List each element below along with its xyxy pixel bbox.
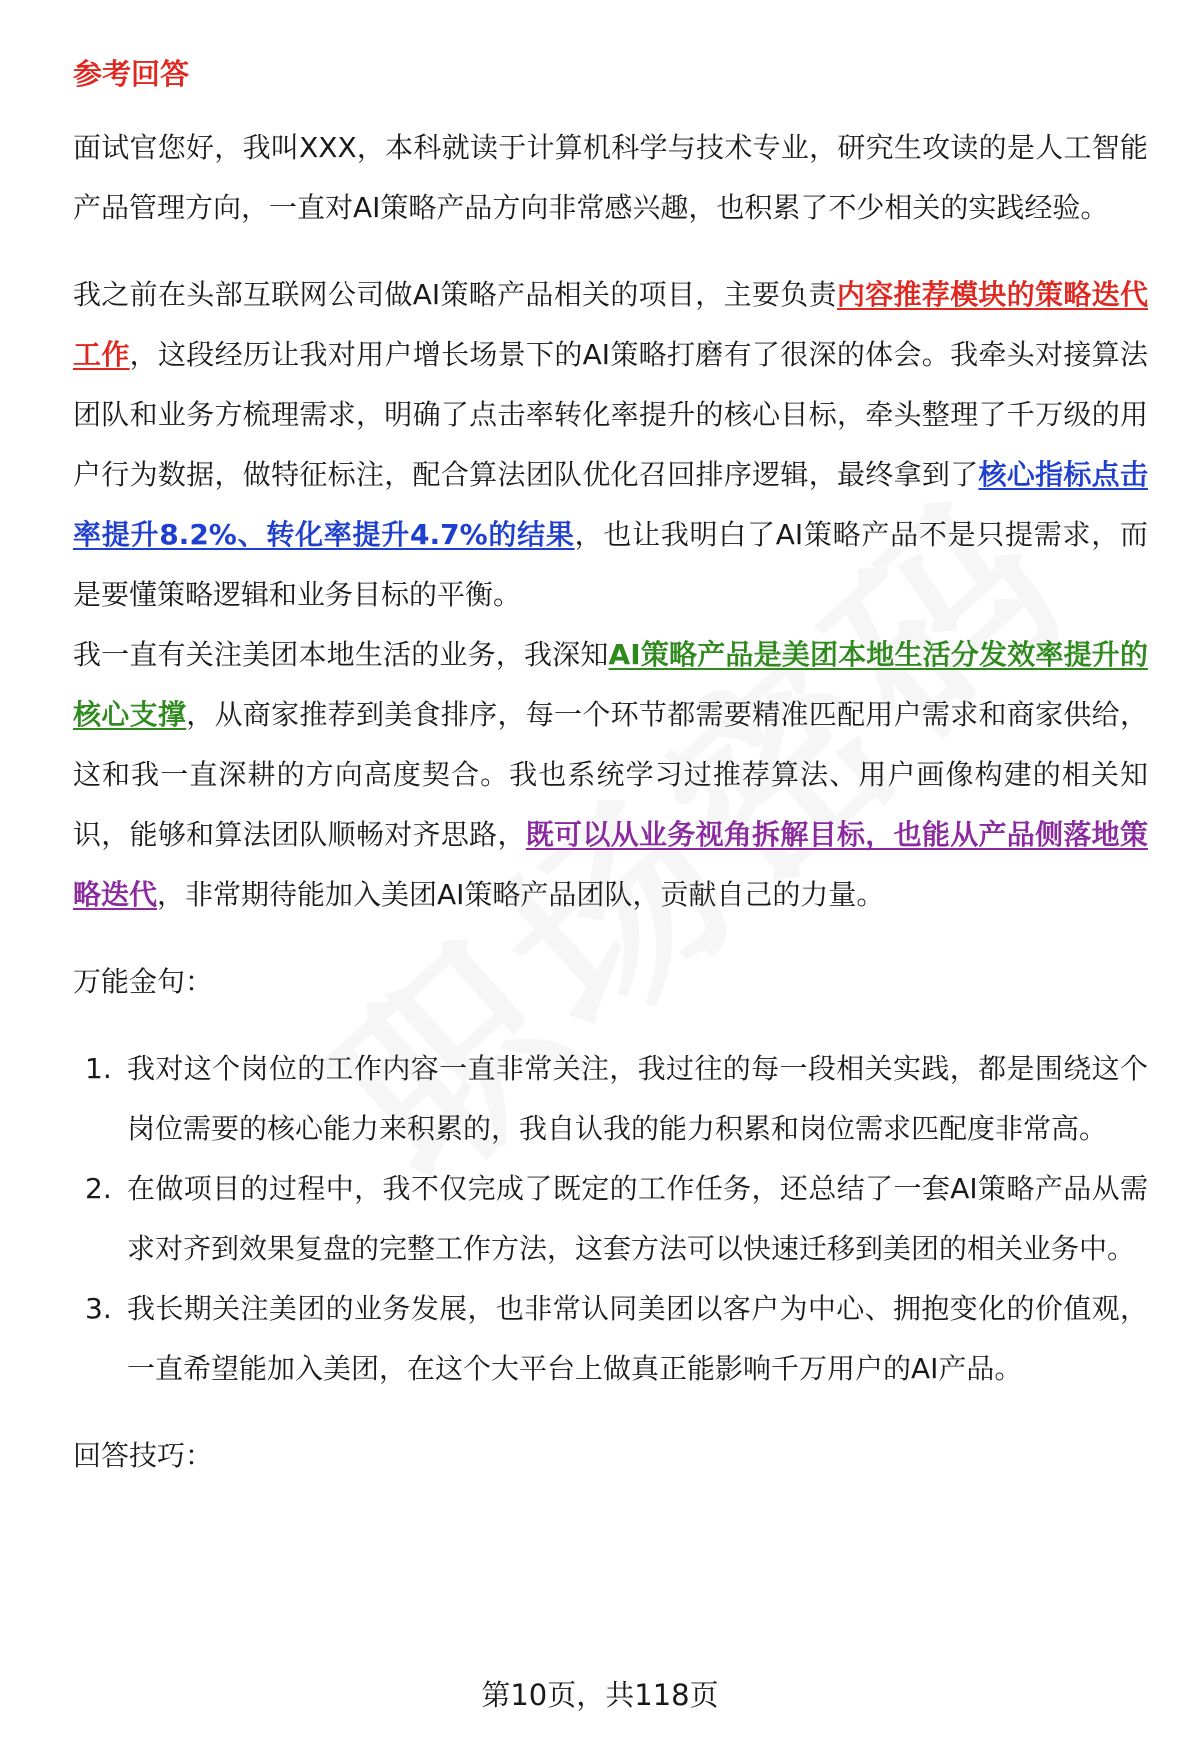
- text-segment: ，非常期待能加入美团AI策略产品团队，贡献自己的力量。: [157, 878, 885, 911]
- motivation-paragraph: [73, 625, 1148, 925]
- list-number: 2.: [85, 1172, 112, 1205]
- highlight-red: 内容推荐模块的策略迭代工作: [73, 278, 1148, 371]
- highlight-green: AI策略产品是美团本地生活分发效率提升的核心支撑: [73, 638, 1148, 731]
- text-segment: ，这段经历让我对用户增长场景下的AI策略打磨有了很深的体会。我牵头对接算法团队和业务方梳理需求，明确了点击率转化率提升的核心目标，牵头整理了千万级的用户行为数据，做特征标注，配合算法团队优化召回排序逻辑，最终拿到了: [73, 338, 1148, 491]
- text-segment: 我一直有关注美团本地生活的业务，我深知: [73, 638, 609, 671]
- list-item: [73, 1159, 1148, 1279]
- experience-paragraph: [73, 265, 1148, 625]
- page-number-footer: 第10页，共118页: [481, 1678, 719, 1712]
- list-text: 我对这个岗位的工作内容一直非常关注，我过往的每一段相关实践，都是围绕这个岗位需要的核心能力来积累的，我自认我的能力积累和岗位需求匹配度非常高。: [127, 1052, 1148, 1145]
- section-heading: 参考回答: [73, 57, 190, 91]
- highlight-blue: 核心指标点击率提升8.2%、转化率提升4.7%的结果: [73, 458, 1148, 551]
- list-number: 1.: [85, 1052, 112, 1085]
- highlight-purple: 既可以从业务视角拆解目标，也能从产品侧落地策略迭代: [73, 818, 1148, 911]
- intro-paragraph: 面试官您好，我叫XXX，本科就读于计算机科学与技术专业，研究生攻读的是人工智能产品管理方向，一直对AI策略产品方向非常感兴趣，也积累了不少相关的实践经验。: [73, 131, 1148, 224]
- golden-sentences-label: 万能金句：: [73, 965, 214, 998]
- list-text: 我长期关注美团的业务发展，也非常认同美团以客户为中心、拥抱变化的价值观，一直希望能加入美团，在这个大平台上做真正能影响千万用户的AI产品。: [127, 1292, 1148, 1385]
- list-number: 3.: [85, 1292, 112, 1325]
- answer-tips-label: 回答技巧：: [73, 1439, 214, 1472]
- list-item: [73, 1279, 1148, 1399]
- golden-sentences-list: [73, 1039, 1148, 1399]
- list-text: 在做项目的过程中，我不仅完成了既定的工作任务，还总结了一套AI策略产品从需求对齐到效果复盘的完整工作方法，这套方法可以快速迁移到美团的相关业务中。: [127, 1172, 1148, 1265]
- text-segment: ，从商家推荐到美食排序，每一个环节都需要精准匹配用户需求和商家供给，这和我一直深耕的方向高度契合。我也系统学习过推荐算法、用户画像构建的相关知识，能够和算法团队顺畅对齐思路，: [73, 698, 1148, 851]
- list-item: [73, 1039, 1148, 1159]
- content-area: [73, 44, 1148, 1486]
- text-segment: 我之前在头部互联网公司做AI策略产品相关的项目，主要负责: [73, 278, 837, 311]
- text-segment: ，也让我明白了AI策略产品不是只提需求，而是要懂策略逻辑和业务目标的平衡。: [73, 518, 1148, 611]
